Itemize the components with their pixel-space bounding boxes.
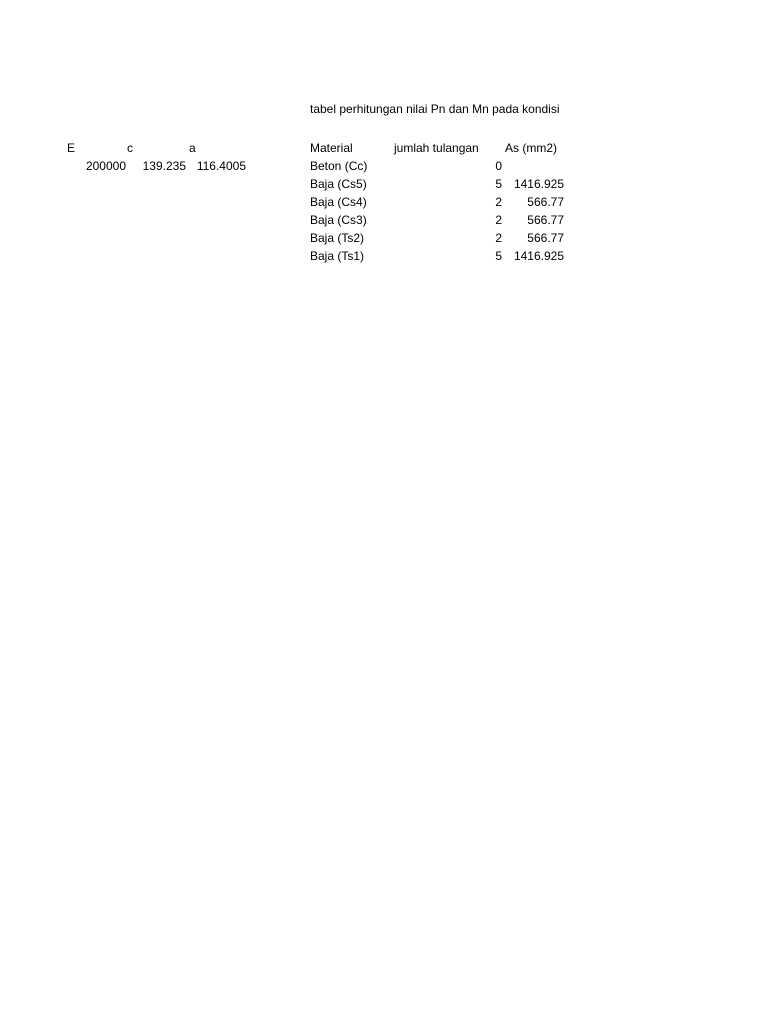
header-jumlah-tulangan: jumlah tulangan xyxy=(394,141,479,155)
param-value-c: 139.235 xyxy=(142,159,186,173)
param-header-E: E xyxy=(67,141,76,155)
material-name: Baja (Ts1) xyxy=(310,249,365,263)
material-jumlah: 2 xyxy=(495,213,502,227)
param-header-c: c xyxy=(127,141,133,155)
material-as: 566.77 xyxy=(527,213,564,227)
material-jumlah: 2 xyxy=(495,231,502,245)
material-jumlah: 5 xyxy=(495,177,502,191)
material-name: Baja (Cs3) xyxy=(310,213,367,227)
material-as: 1416.925 xyxy=(513,249,564,263)
material-jumlah: 5 xyxy=(495,249,502,263)
header-as: As (mm2) xyxy=(505,141,557,155)
header-material: Material xyxy=(310,141,353,155)
material-name: Baja (Cs5) xyxy=(310,177,367,191)
param-value-E: 200000 xyxy=(85,159,126,173)
material-as: 566.77 xyxy=(527,195,564,209)
material-name: Baja (Ts2) xyxy=(310,231,365,245)
material-as: 566.77 xyxy=(527,231,564,245)
material-name: Baja (Cs4) xyxy=(310,195,367,209)
param-value-a: 116.4005 xyxy=(196,159,246,173)
material-as xyxy=(505,157,564,175)
param-header-a: a xyxy=(189,141,196,155)
material-jumlah: 0 xyxy=(495,159,502,173)
table-title: tabel perhitungan nilai Pn dan Mn pada kondisi xyxy=(310,102,560,116)
material-name: Beton (Cc) xyxy=(310,159,368,173)
material-as: 1416.925 xyxy=(513,177,564,191)
material-jumlah: 2 xyxy=(495,195,502,209)
